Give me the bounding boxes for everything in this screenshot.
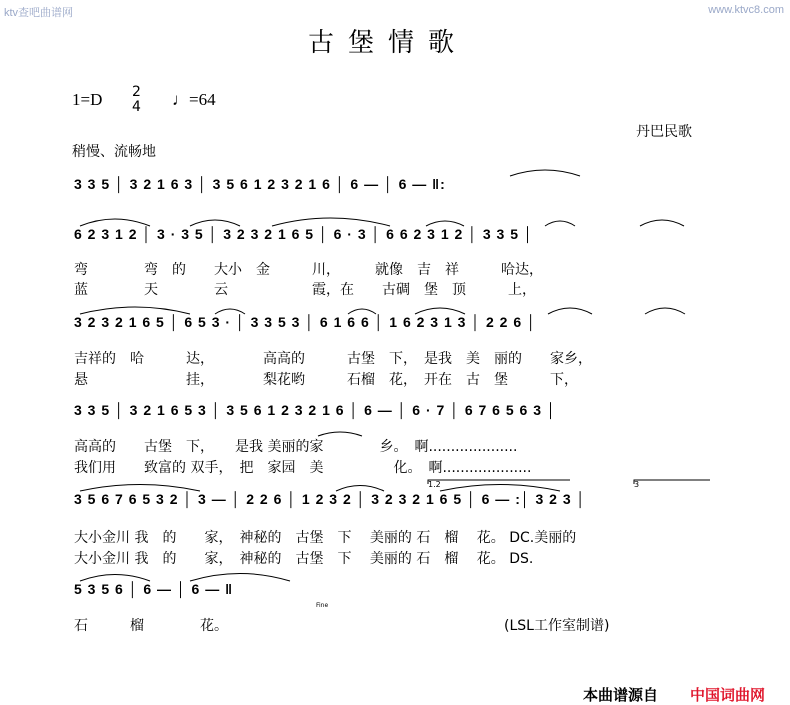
slur-arc [348, 309, 376, 314]
song-title: 古堡情歌 [308, 28, 469, 58]
slur-arc [272, 218, 390, 226]
watermark-left: ktv查吧曲谱网 [4, 7, 74, 19]
time-signature-denominator: 4 [132, 99, 141, 115]
lyrics-system-5-verse-1: 大小金川 我 的 家， 神秘的 古堡 下 美丽的 石 榴 花。 DC.美丽的 [74, 530, 577, 546]
tie-arc [510, 170, 580, 176]
song-origin: 丹巴民歌 [636, 124, 692, 140]
slur-arc [640, 220, 684, 226]
lyrics-system-6: 石 榴 花。 [74, 618, 228, 634]
slur-arc [440, 485, 560, 492]
score-system-3: 3 2 3 2 1 6 5 │ 6 5 3 · │ 3 3 5 3 │ 6 1 6 6 │ 1 6 2 3 1 3 │ 2 2 6 │ [74, 314, 537, 330]
slur-arc [80, 307, 190, 314]
lyrics-system-4-verse-1: 高高的 古堡 下， 是我 美丽的家 乡。 啊.................... [74, 439, 518, 455]
watermark-right: www.ktvc8.com [708, 4, 784, 16]
lyrics-system-2-verse-2: 蓝 天 云 霞，在 古碉 堡 顶 上， [74, 282, 536, 298]
slur-arc [426, 221, 464, 226]
slur-arc [415, 308, 465, 314]
footer-source-label: 本曲谱源自 [583, 686, 659, 704]
slur-arc [548, 308, 592, 314]
slur-arc [80, 575, 150, 582]
lyrics-system-3-verse-1: 吉祥的 哈 达， 高高的 古堡 下， 是我 美 丽的 家乡， [74, 351, 592, 367]
slur-arc [80, 485, 200, 492]
tie-arc [190, 574, 290, 582]
volta-bracket-2 [634, 480, 710, 484]
slur-arc [190, 220, 240, 226]
lyrics-system-2-verse-1: 弯 弯 的 大小 金 川， 就像 吉 祥 哈达， [74, 262, 543, 278]
score-system-5: 3 5 6 7 6 5 3 2 │ 3 — │ 2 2 6 │ 1 2 3 2 │ 3 2 3 2 1 6 5 │ 6 — :│ 3 2 3 │ [74, 491, 587, 507]
score-system-1: 3 3 5 │ 3 2 1 6 3 │ 3 5 6 1 2 3 2 1 6 │ 6 — │ 6 — ‖: [74, 176, 446, 192]
score-system-6: 5 3 5 6 │ 6 — │ 6 — ‖ [74, 581, 234, 597]
slur-arc [80, 219, 150, 226]
volta-bracket-1 [428, 480, 570, 484]
lyrics-system-5-verse-2: 大小金川 我 的 家， 神秘的 古堡 下 美丽的 石 榴 花。 DS. [74, 551, 534, 567]
lyrics-system-3-verse-2: 悬 挂， 梨花哟 石榴 花， 开在 古 堡 下， [74, 372, 578, 388]
score-system-4: 3 3 5 │ 3 2 1 6 5 3 │ 3 5 6 1 2 3 2 1 6 │ 6 — │ 6 · 7 │ 6 7 6 5 6 3 │ [74, 402, 557, 418]
key-signature: 1=D [72, 90, 103, 109]
slur-arc [645, 308, 685, 314]
slur-arc [545, 221, 575, 226]
volta-first-ending: 1.2 [428, 480, 441, 489]
volta-second-ending: 3 [634, 480, 640, 489]
lyrics-system-4-verse-2: 我们用 致富的 双手， 把 家园 美 化。 啊.................... [74, 460, 532, 476]
transcriber-credit: (LSL工作室制谱) [504, 618, 610, 634]
slur-arc [215, 309, 245, 314]
time-signature-numerator: 2 [132, 84, 141, 100]
score-system-2: 6 2 3 1 2 │ 3 · 3 5 │ 3 2 3 2 1 6 5 │ 6 · 3 │ 6 6 2 3 1 2 │ 3 3 5 │ [74, 226, 534, 242]
fine-mark: Fine [316, 602, 329, 609]
footer-source-site[interactable]: 中国词曲网 [690, 686, 766, 704]
slur-arc [336, 486, 384, 492]
expression-marking: 稍慢、流畅地 [72, 144, 156, 160]
slur-arc [318, 432, 362, 436]
tempo-marking: ♩=64 [172, 90, 216, 109]
